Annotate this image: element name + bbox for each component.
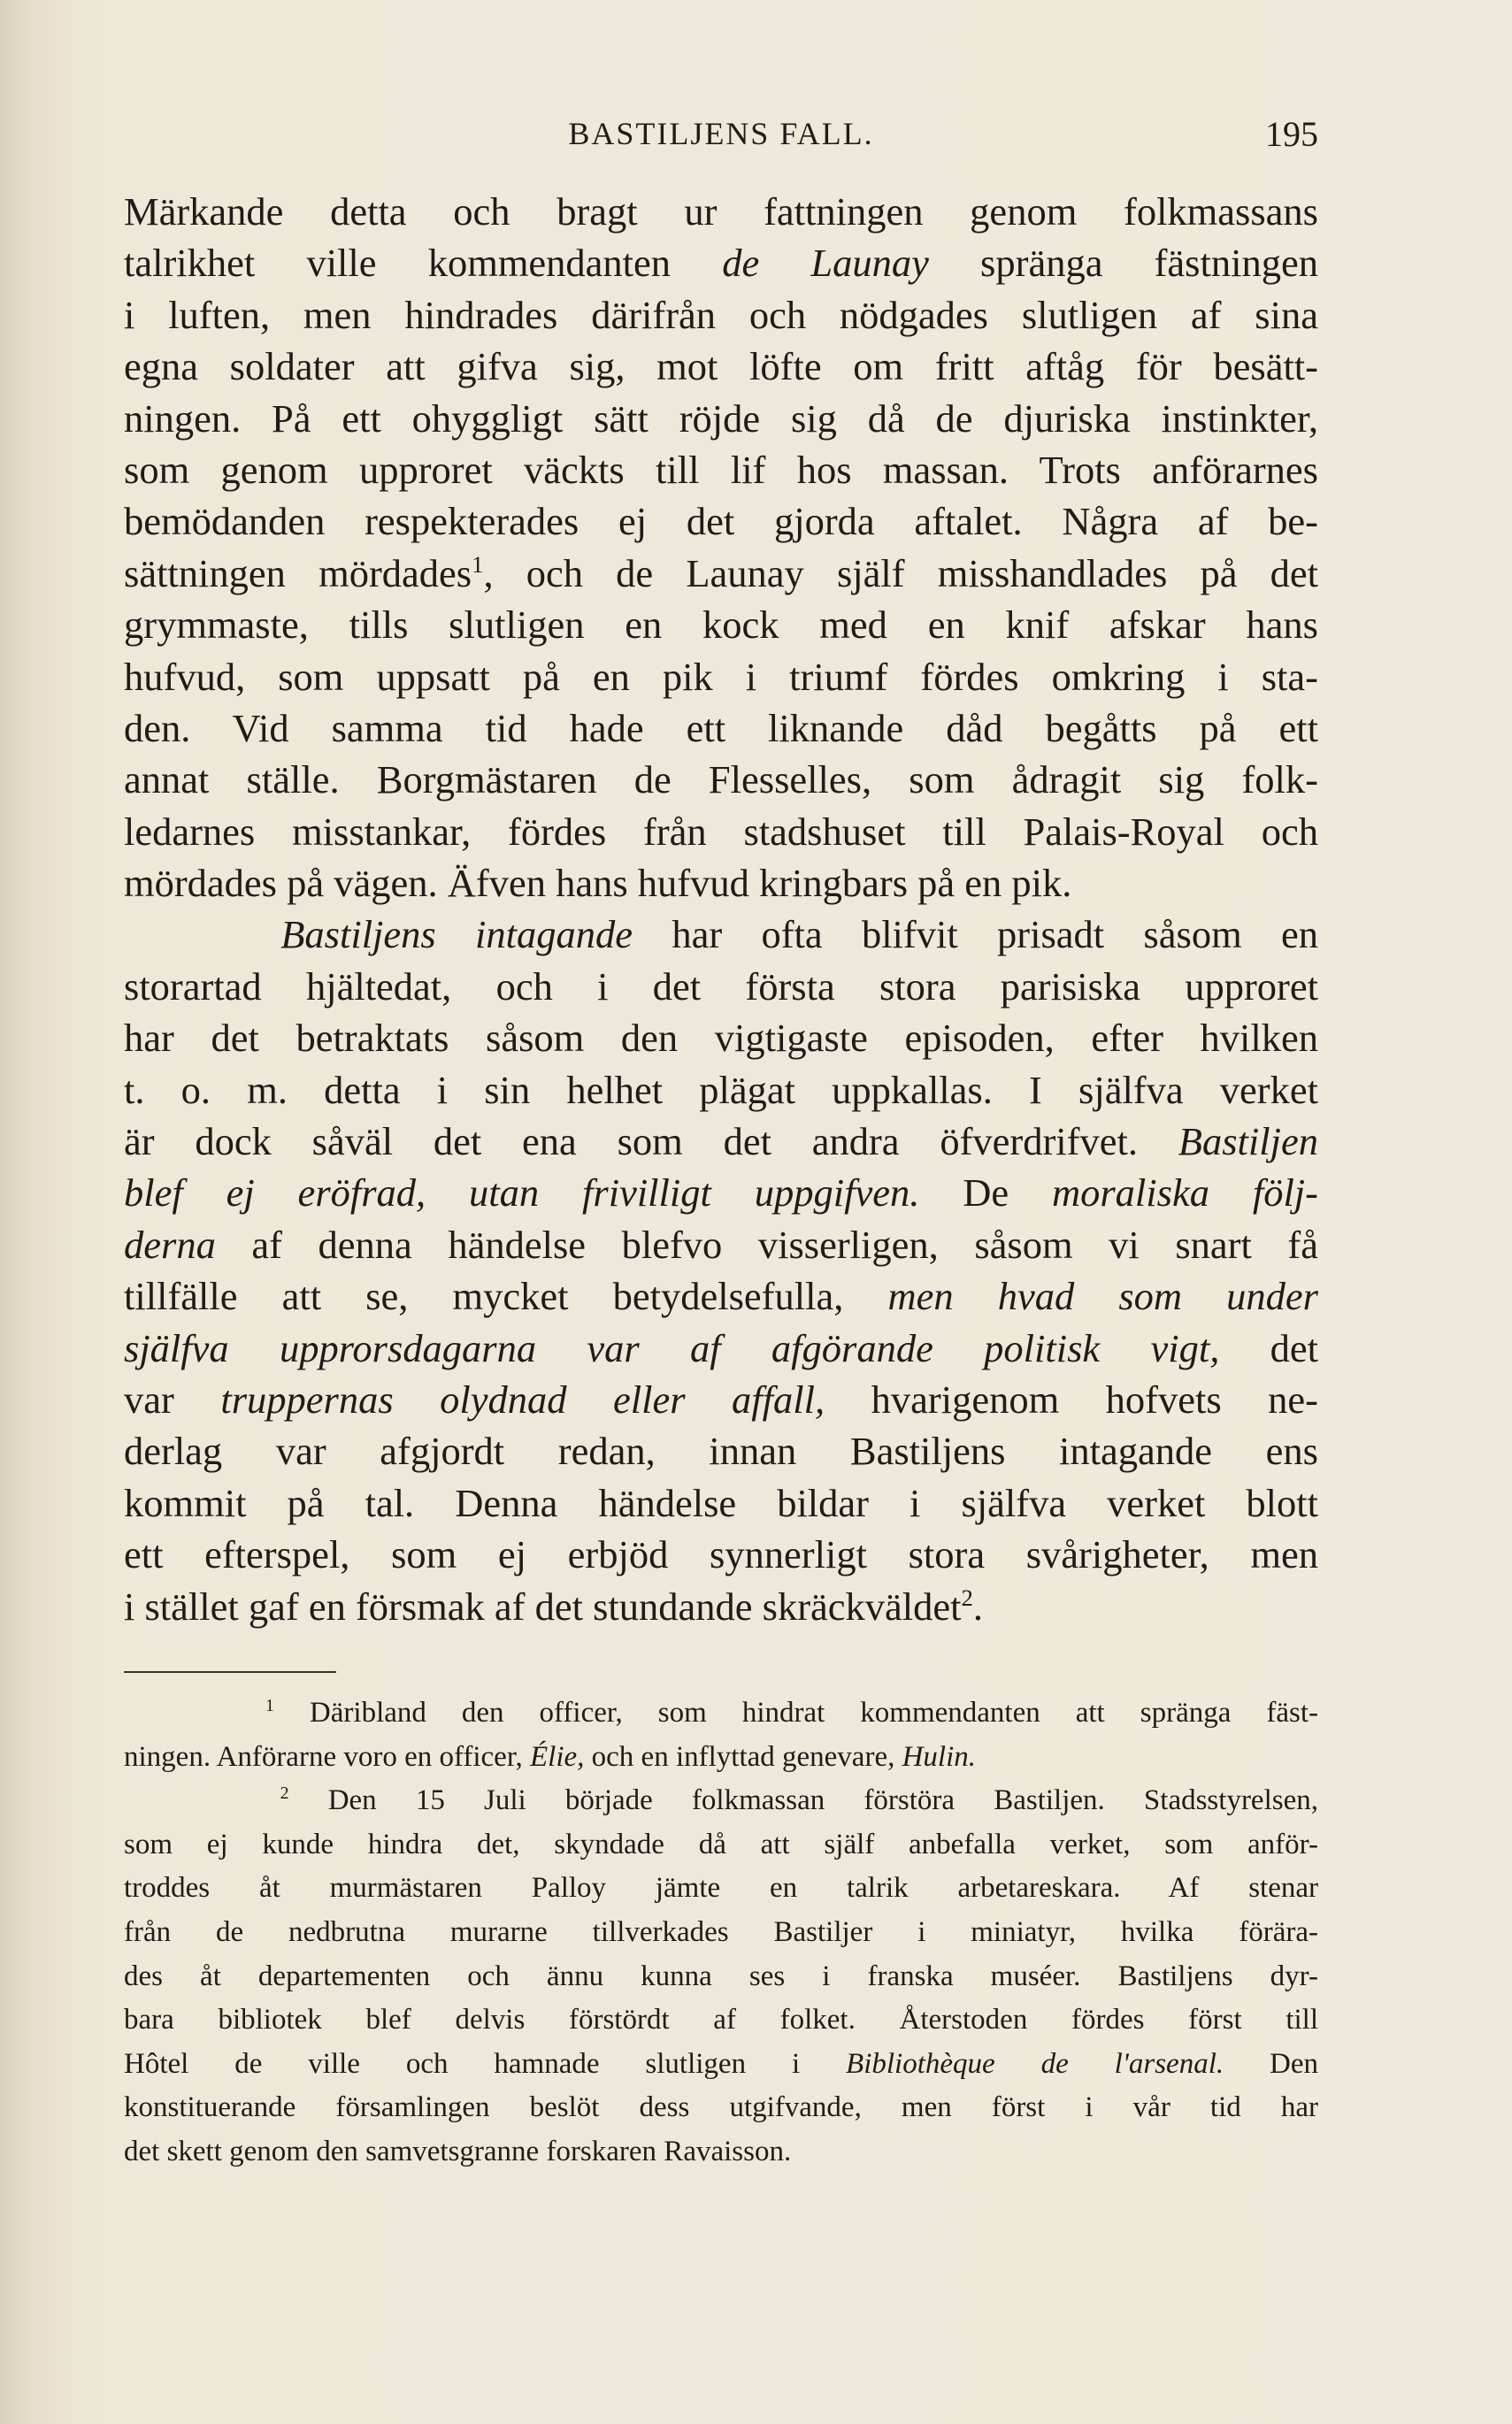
footnote-line: som ej kunde hindra det, skyndade då att själf anbefalla verket, som anför- — [124, 1828, 1318, 1860]
footnote-line: $^1$ Däribland den officer, som hindrat kommendanten att spränga fäst- — [265, 1696, 1319, 1729]
text-line: Märkande detta och bragt ur fattningen genom folkmassans — [124, 189, 1318, 234]
running-title: BASTILJENS FALL. — [568, 116, 874, 151]
footnote-divider — [124, 1671, 336, 1673]
footnote-line: konstituerande församlingen beslöt dess utgifvande, men först i vår tid har — [124, 2091, 1318, 2124]
main-text — [124, 186, 1318, 1632]
text-line: mördades på vägen. Äfven hans hufvud kringbars på en pik. — [124, 861, 1072, 906]
text-line: grymmaste, tills slutligen en kock med en knif afskar hans — [124, 602, 1318, 648]
text-line: i stället gaf en försmak af det stundande skräckväldet$^2$. — [124, 1584, 983, 1629]
text-line: derna af denna händelse blefvo visserligen, såsom vi snart få — [124, 1222, 1318, 1267]
text-line: hufvud, som uppsatt på en pik i triumf fördes omkring i sta- — [124, 654, 1318, 699]
text-line: tillfälle att se, mycket betydelsefulla, men hvad som under — [124, 1274, 1319, 1319]
text-line: är dock såväl det ena som det andra öfverdrifvet. Bastiljen — [124, 1119, 1318, 1164]
page-header — [124, 106, 1318, 159]
text-line: talrikhet ville kommendanten de Launay spränga fästningen — [124, 241, 1318, 286]
footnotes — [124, 1691, 1318, 2175]
text-line: bemödanden respekterades ej det gjorda aftalet. Några af be- — [124, 499, 1318, 544]
text-line: Bastiljens intagande har ofta blifvit prisadt såsom en — [280, 912, 1318, 957]
text-line: derlag var afgjordt redan, innan Bastiljens intagande ens — [124, 1429, 1318, 1474]
text-line: egna soldater att gifva sig, mot löfte om fritt aftåg för besätt- — [124, 344, 1318, 389]
text-line: den. Vid samma tid hade ett liknande dåd begåtts på ett — [124, 705, 1318, 750]
footnote-line: det skett genom den samvetsgranne forskaren Ravaisson. — [124, 2135, 792, 2167]
page-number: 195 — [1265, 114, 1318, 154]
text-line: ningen. På ett ohyggligt sätt röjde sig då de djuriska instinkter, — [124, 395, 1318, 441]
footnote-line: ningen. Anförarne voro en officer, Élie, och en inflyttad genevare, Hulin. — [124, 1740, 977, 1773]
footnote-line: Hôtel de ville och hamnade slutligen i Bibliothèque de l'arsenal. Den — [124, 2047, 1318, 2080]
text-line: som genom upproret väckts till lif hos massan. Trots anförarnes — [124, 447, 1318, 492]
text-line: har det betraktats såsom den vigtigaste episoden, efter hvilken — [124, 1016, 1318, 1061]
text-line: annat ställe. Borgmästaren de Flesselles, som ådragit sig folk- — [124, 757, 1318, 802]
text-line: blef ej eröfrad, utan frivilligt uppgifven. De moraliska följ- — [124, 1170, 1318, 1216]
text-line: t. o. m. detta i sin helhet plägat uppkallas. I själfva verket — [124, 1067, 1318, 1112]
text-line: storartad hjältedat, och i det första stora parisiska upproret — [124, 963, 1318, 1009]
text-line: själfva upprorsdagarna var af afgörande politisk vigt, det — [124, 1325, 1318, 1370]
text-line: ett efterspel, som ej erbjöd synnerligt stora svårigheter, men — [124, 1532, 1318, 1577]
text-line: i luften, men hindrades därifrån och nödgades slutligen af sina — [124, 292, 1318, 337]
text-line: sättningen mördades$^1$, och de Launay själf misshandlades på det — [124, 550, 1318, 595]
footnote-line: troddes åt murmästaren Palloy jämte en talrik arbetareskara. Af stenar — [124, 1872, 1318, 1905]
text-line: var truppernas olydnad eller affall, hvarigenom hofvets ne- — [124, 1377, 1319, 1422]
footnote-line: $^2$ Den 15 Juli började folkmassan förstöra Bastiljen. Stadsstyrelsen, — [280, 1783, 1318, 1817]
text-line: ledarnes misstankar, fördes från stadshuset till Palais-Royal och — [124, 809, 1318, 854]
footnote-line: des åt departementen och ännu kunna ses i franska muséer. Bastiljens dyr- — [124, 1960, 1318, 1992]
footnote-line: från de nedbrutna murarne tillverkades Bastiljer i miniatyr, hvilka förära- — [124, 1915, 1318, 1948]
footnote-line: bara bibliotek blef delvis förstördt af folket. Återstoden fördes först till — [124, 2004, 1318, 2037]
text-line: kommit på tal. Denna händelse bildar i själfva verket blott — [124, 1480, 1318, 1525]
